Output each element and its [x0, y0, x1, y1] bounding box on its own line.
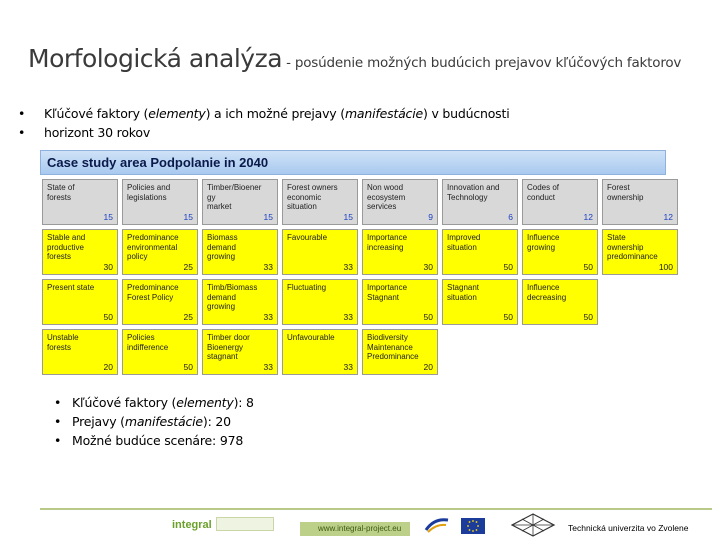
bullet-dot-icon: • — [54, 395, 62, 410]
key-factor-cell — [42, 179, 118, 225]
manifestation-cell-value: 50 — [183, 361, 193, 372]
manifestation-cell-value: 50 — [583, 261, 593, 272]
manifestation-cell — [522, 229, 598, 275]
bullet-item — [54, 433, 254, 452]
intro-bullets — [18, 106, 509, 144]
key-factor-cell-label: Forest ownership — [607, 183, 644, 202]
manifestation-cell — [42, 279, 118, 325]
key-factor-cell-label: Innovation and Technology — [447, 183, 500, 202]
manifestation-cell-label: Timber door Bioenergy stagnant — [207, 333, 250, 361]
manifestation-cell-value: 20 — [103, 361, 113, 372]
key-factor-cell — [202, 179, 278, 225]
university-logo-icon — [508, 512, 558, 538]
manifestation-cell-label: Favourable — [287, 233, 328, 242]
manifestation-cell — [362, 279, 438, 325]
key-factor-cell — [282, 179, 358, 225]
manifestation-cell — [282, 329, 358, 375]
key-factor-cell — [442, 179, 518, 225]
manifestation-cell-label: Importance Stagnant — [367, 283, 408, 302]
key-factor-cell — [522, 179, 598, 225]
university-name: Technická univerzita vo Zvolene — [568, 523, 689, 533]
manifestation-cell — [42, 329, 118, 375]
manifestation-cell — [202, 229, 278, 275]
manifestation-cell-value: 100 — [658, 261, 673, 272]
fp7-logo-icon — [424, 516, 450, 534]
bullet-dot-icon: • — [18, 106, 26, 121]
title-subtitle: - posúdenie možných budúcich prejavov kľúčových faktorov — [282, 55, 682, 71]
key-factor-cell — [122, 179, 198, 225]
manifestation-cell-value: 33 — [263, 361, 273, 372]
manifestation-cell-value: 33 — [263, 261, 273, 272]
manifestation-cell-value: 33 — [343, 311, 353, 322]
manifestation-cell — [122, 279, 198, 325]
slide-title — [28, 44, 681, 73]
manifestation-cell — [362, 229, 438, 275]
manifestation-cell — [602, 229, 678, 275]
bullet-text: Prejavy ( — [72, 414, 125, 429]
manifestation-cell — [282, 229, 358, 275]
integral-logo-text: integral — [172, 519, 212, 531]
manifestation-cell-label: Influence decreasing — [527, 283, 567, 302]
bullet-text: Kľúčové faktory ( — [44, 106, 149, 121]
key-factor-cell-value: 12 — [583, 211, 593, 222]
manifestation-cell — [122, 229, 198, 275]
bullet-text: ): 8 — [233, 395, 254, 410]
manifestation-cell-label: Predominance environmental policy — [127, 233, 179, 261]
manifestation-cell-label: Biomass demand growing — [207, 233, 238, 261]
manifestation-cell-value: 25 — [183, 261, 193, 272]
manifestation-cell-label: Biodiversity Maintenance Predominance — [367, 333, 419, 361]
key-factor-cell — [362, 179, 438, 225]
manifestation-cell — [442, 279, 518, 325]
key-factor-cell-value: 15 — [263, 211, 273, 222]
manifestation-cell-label: State ownership predominance — [607, 233, 658, 261]
manifestation-cell-value: 50 — [503, 261, 513, 272]
website-link[interactable]: www.integral-project.eu — [318, 524, 402, 533]
manifestation-cell-value: 50 — [103, 311, 113, 322]
manifestation-cell-value: 50 — [583, 311, 593, 322]
bullet-text: Kľúčové faktory ( — [72, 395, 177, 410]
bullet-text: ) v budúcnosti — [423, 106, 510, 121]
manifestation-cell-value: 20 — [423, 361, 433, 372]
bullet-item — [18, 125, 509, 144]
manifestation-cell — [522, 279, 598, 325]
bullet-item — [54, 414, 254, 433]
manifestation-cell-value: 50 — [503, 311, 513, 322]
bullet-dot-icon: • — [54, 414, 62, 429]
manifestation-cell-value: 33 — [343, 361, 353, 372]
website-bar[interactable] — [300, 522, 410, 536]
bullet-text: Možné budúce scenáre: 978 — [72, 433, 244, 448]
manifestation-cell — [122, 329, 198, 375]
key-factor-cell-value: 12 — [663, 211, 673, 222]
manifestation-cell-value: 30 — [103, 261, 113, 272]
bullet-item — [18, 106, 509, 125]
manifestation-cell-label: Policies indifference — [127, 333, 169, 352]
key-factor-cell-label: Timber/Bioener gy market — [207, 183, 262, 211]
integral-logo — [172, 514, 282, 536]
key-factor-cell-label: Codes of conduct — [527, 183, 560, 202]
manifestation-cell-value: 33 — [263, 311, 273, 322]
integral-logo-graphic — [216, 517, 274, 531]
bullet-item — [54, 395, 254, 414]
key-factor-cell-value: 15 — [103, 211, 113, 222]
manifestation-cell-label: Unfavourable — [287, 333, 335, 342]
eu-flag-icon — [461, 518, 485, 534]
manifestation-cell-label: Fluctuating — [287, 283, 327, 292]
key-factor-cell-value: 15 — [343, 211, 353, 222]
bullet-text: horizont 30 rokov — [44, 125, 151, 140]
key-factor-cell-label: Policies and legislations — [127, 183, 171, 202]
manifestation-cell-label: Influence growing — [527, 233, 560, 252]
bullet-dot-icon: • — [18, 125, 26, 140]
bullet-text: elementy — [176, 395, 234, 410]
summary-bullets — [54, 395, 254, 452]
manifestation-cell — [282, 279, 358, 325]
case-study-header: Case study area Podpolanie in 2040 — [40, 150, 666, 175]
manifestation-cell — [202, 279, 278, 325]
bullet-text: ): 20 — [202, 414, 231, 429]
key-factor-cell-label: State of forests — [47, 183, 75, 202]
manifestation-cell-value: 30 — [423, 261, 433, 272]
key-factor-cell — [602, 179, 678, 225]
manifestation-cell — [202, 329, 278, 375]
case-study-panel — [40, 150, 673, 372]
manifestation-cell-value: 33 — [343, 261, 353, 272]
key-factor-cell-label: Forest owners economic situation — [287, 183, 338, 211]
bullet-text: manifestácie — [344, 106, 423, 121]
bullet-text: manifestácie — [124, 414, 203, 429]
manifestation-cell-value: 50 — [423, 311, 433, 322]
manifestation-cell-value: 25 — [183, 311, 193, 322]
manifestation-cell-label: Timb/Biomass demand growing — [207, 283, 258, 311]
manifestation-cell-label: Present state — [47, 283, 95, 292]
key-factor-cell-label: Non wood ecosystem services — [367, 183, 406, 211]
manifestation-cell — [442, 229, 518, 275]
bullet-text: elementy — [148, 106, 206, 121]
manifestation-cell-label: Predominance Forest Policy — [127, 283, 179, 302]
manifestation-cell-label: Importance increasing — [367, 233, 408, 252]
manifestation-cell-label: Stable and productive forests — [47, 233, 86, 261]
manifestation-cell — [42, 229, 118, 275]
key-factor-cell-value: 9 — [428, 211, 433, 222]
footer-divider — [40, 508, 712, 510]
key-factor-cell-value: 15 — [183, 211, 193, 222]
title-main: Morfologická analýza — [28, 44, 283, 73]
bullet-text: ) a ich možné prejavy ( — [205, 106, 345, 121]
manifestation-cell-label: Unstable forests — [47, 333, 79, 352]
key-factor-cell-value: 6 — [508, 211, 513, 222]
manifestation-cell-label: Stagnant situation — [447, 283, 480, 302]
bullet-dot-icon: • — [54, 433, 62, 448]
manifestation-cell — [362, 329, 438, 375]
manifestation-cell-label: Improved situation — [447, 233, 481, 252]
